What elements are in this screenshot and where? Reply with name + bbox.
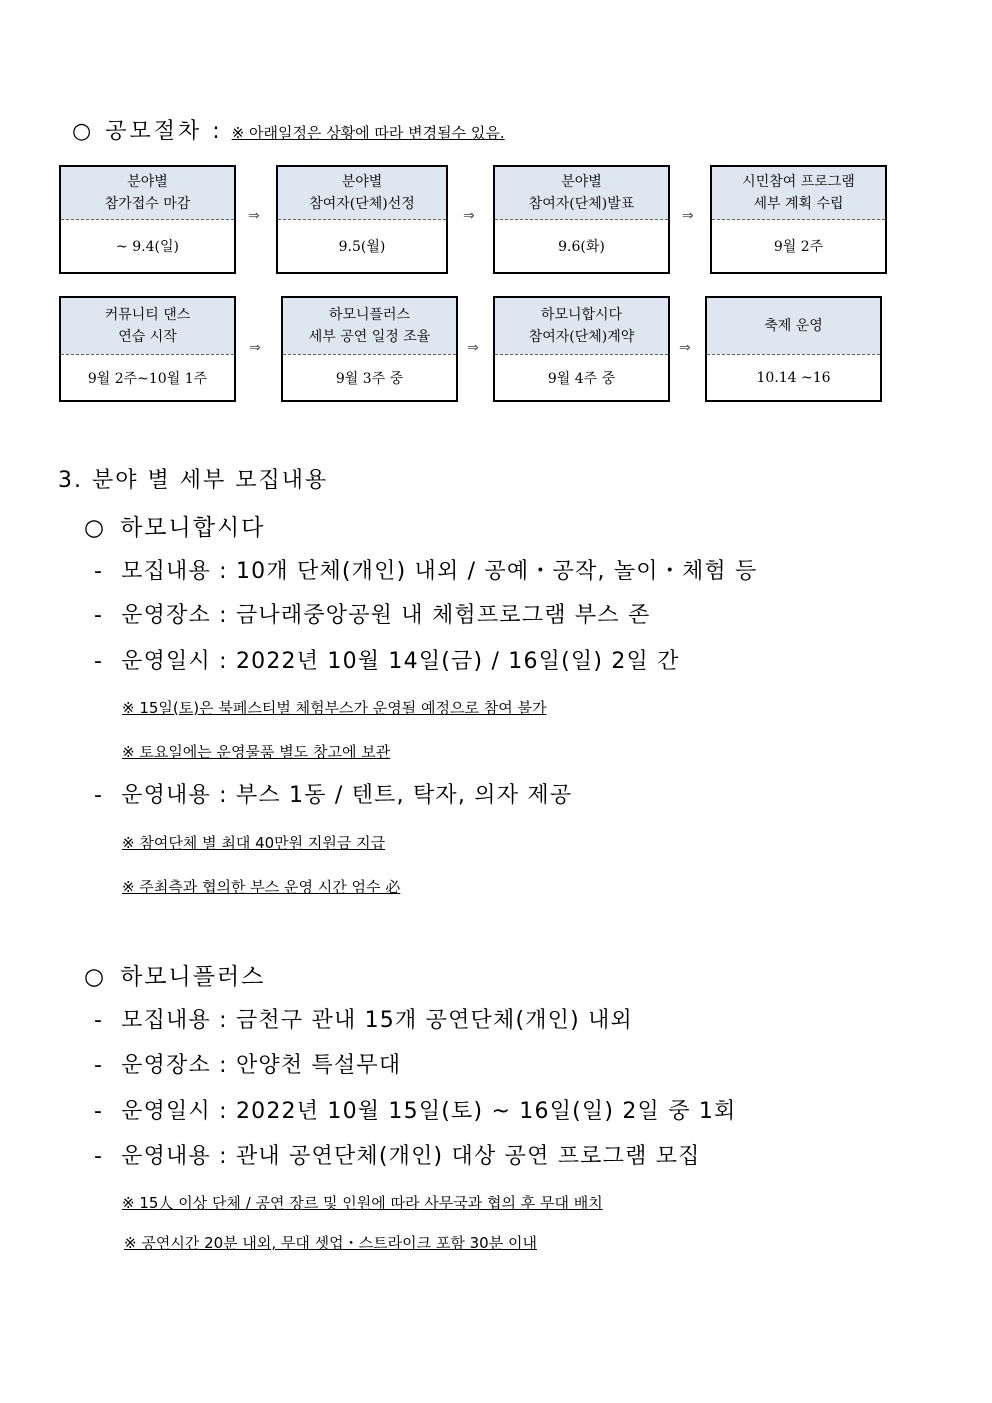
- list-item: [94, 1048, 401, 1079]
- dash-bullet: -: [94, 1053, 104, 1078]
- list-item: [94, 1003, 633, 1034]
- subsection-title-text: 하모니플러스: [120, 964, 266, 990]
- step-date: ~ 9.4(일): [116, 239, 179, 255]
- arrow-right-icon: ⇒: [463, 208, 475, 224]
- note: ※ 토요일에는 운영물품 별도 창고에 보관: [122, 743, 391, 761]
- step-box-title: [283, 298, 456, 355]
- step-box-title: [495, 298, 668, 355]
- list-item: [94, 554, 758, 585]
- dash-bullet: -: [94, 1099, 104, 1124]
- arrow-right-icon: ⇒: [248, 208, 260, 224]
- step-box: [705, 296, 882, 402]
- step-box-title: [278, 167, 446, 220]
- step-date: 9.5(월): [338, 239, 386, 255]
- step-title-line1: 분야별: [127, 174, 168, 190]
- step-box: [281, 296, 458, 402]
- step-title-line1: 축제 운영: [764, 318, 823, 334]
- arrow-right-icon: ⇒: [682, 208, 694, 224]
- step-date: 9월 3주 중: [335, 370, 404, 387]
- note: ※ 주최측과 협의한 부스 운영 시간 엄수 必: [122, 878, 401, 896]
- circle-bullet-icon: ○: [84, 515, 107, 541]
- step-title-line2: 참여자(단체)선정: [309, 196, 415, 212]
- step-title-line2: 참가접수 마감: [104, 196, 191, 212]
- arrow-right-icon: ⇒: [467, 340, 479, 356]
- step-title-line1: 시민참여 프로그램: [742, 174, 855, 190]
- note: ※ 참여단체 별 최대 40만원 지원금 지급: [122, 834, 386, 852]
- procedure-colon: :: [212, 119, 220, 144]
- note: ※ 15일(토)은 북페스티벌 체험부스가 운영될 예정으로 참여 불가: [122, 699, 547, 717]
- step-title-line1: 분야별: [341, 174, 383, 190]
- note: ※ 공연시간 20분 내외, 무대 셋업・스트라이크 포함 30분 이내: [124, 1234, 537, 1252]
- step-title-line2: 참여자(단체)계약: [528, 329, 635, 345]
- procedure-title: 공모절차: [105, 119, 203, 144]
- step-box-title: [61, 167, 234, 220]
- step-box-title: [707, 298, 880, 355]
- dash-bullet: -: [94, 649, 104, 674]
- step-date: 9.6(화): [558, 239, 605, 255]
- step-box: [493, 296, 670, 402]
- dash-bullet: -: [94, 559, 104, 584]
- step-title-line1: 분야별: [561, 174, 602, 190]
- step-date: 9월 2주~10월 1주: [87, 370, 208, 387]
- list-item: [94, 1094, 737, 1125]
- list-item-text: 운영장소 : 금나래중앙공원 내 체험프로그램 부스 존: [121, 603, 651, 628]
- subsection-title: [84, 958, 265, 991]
- list-item-text: 운영내용 : 부스 1동 / 텐트, 탁자, 의자 제공: [121, 783, 573, 808]
- step-box: [493, 165, 670, 274]
- step-date: 10.14 ~16: [756, 369, 831, 386]
- list-item: [94, 644, 680, 675]
- step-box-title: [61, 298, 234, 355]
- step-box: [59, 165, 236, 274]
- list-item: [94, 598, 650, 629]
- step-title-line2: 세부 계획 수립: [753, 196, 844, 212]
- step-title-line2: 참여자(단체)발표: [528, 196, 635, 212]
- step-box: [276, 165, 448, 274]
- dash-bullet: -: [94, 1008, 104, 1033]
- step-box: [710, 165, 887, 274]
- section-title: 3. 분야 별 세부 모집내용: [58, 468, 329, 493]
- dash-bullet: -: [94, 1144, 104, 1169]
- step-title-line1: 하모니플러스: [328, 307, 411, 323]
- subsection-title: [84, 509, 265, 542]
- list-item-text: 운영내용 : 관내 공연단체(개인) 대상 공연 프로그램 모집: [121, 1144, 701, 1169]
- step-date: 9월 4주 중: [547, 370, 616, 387]
- step-box-title: [712, 167, 885, 220]
- list-item: [94, 778, 572, 809]
- list-item-text: 운영일시 : 2022년 10월 14일(금) / 16일(일) 2일 간: [121, 649, 680, 674]
- step-date: 9월 2주: [773, 239, 824, 255]
- step-box: [59, 296, 236, 402]
- dash-bullet: -: [94, 603, 104, 628]
- arrow-right-icon: ⇒: [679, 340, 691, 356]
- step-title-line2: 연습 시작: [118, 329, 177, 345]
- step-title-line1: 하모니합시다: [540, 307, 623, 323]
- step-title-line1: 커뮤니티 댄스: [104, 307, 191, 323]
- list-item-text: 운영장소 : 안양천 특설무대: [121, 1053, 402, 1078]
- list-item-text: 모집내용 : 10개 단체(개인) 내외 / 공예・공작, 놀이・체험 등: [121, 559, 758, 584]
- procedure-note: ※ 아래일정은 상황에 따라 변경될수 있음.: [231, 124, 505, 142]
- dash-bullet: -: [94, 783, 104, 808]
- arrow-right-icon: ⇒: [249, 340, 261, 356]
- subsection-title-text: 하모니합시다: [120, 515, 266, 541]
- list-item: [94, 1139, 701, 1170]
- list-item-text: 운영일시 : 2022년 10월 15일(토) ~ 16일(일) 2일 중 1회: [121, 1099, 737, 1124]
- step-title-line2: 세부 공연 일정 조율: [308, 329, 431, 345]
- note: ※ 15人 이상 단체 / 공연 장르 및 인원에 따라 사무국과 협의 후 무대 배치: [122, 1194, 603, 1212]
- circle-bullet-icon: ○: [72, 119, 92, 144]
- circle-bullet-icon: ○: [84, 964, 107, 990]
- procedure-header: [72, 114, 505, 145]
- list-item-text: 모집내용 : 금천구 관내 15개 공연단체(개인) 내외: [121, 1008, 634, 1033]
- step-box-title: [495, 167, 668, 220]
